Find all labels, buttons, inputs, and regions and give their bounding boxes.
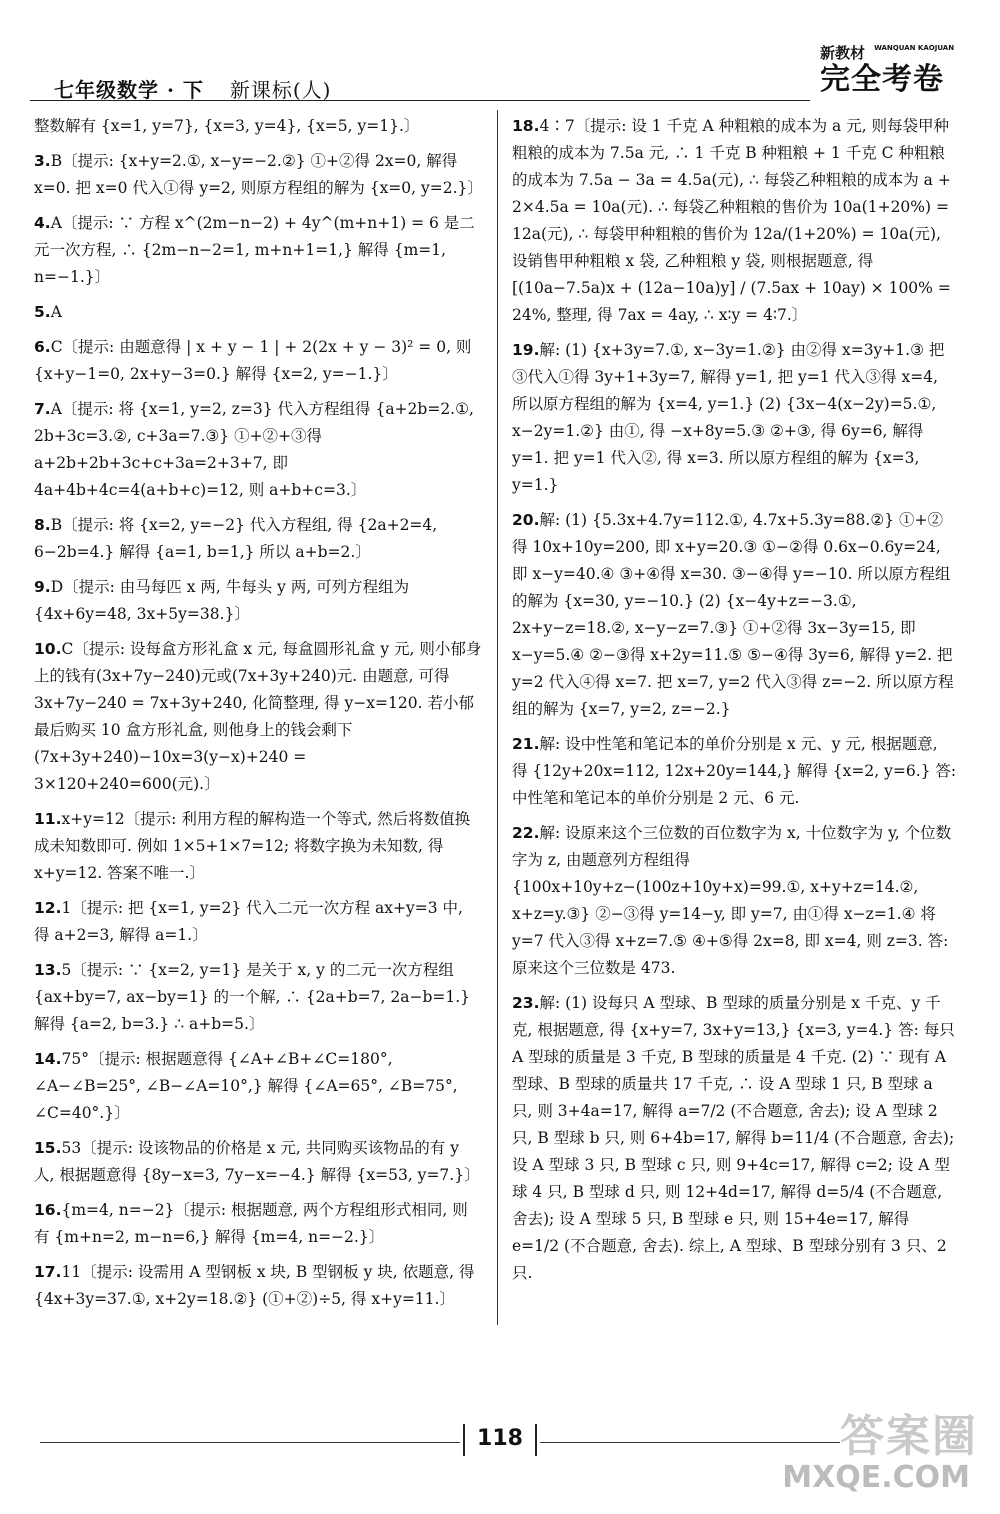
- footer-rule-right: [540, 1442, 840, 1444]
- answer-number: 20.: [512, 511, 540, 529]
- answer-item: [512, 820, 958, 982]
- answer-text: A〔提示: ∵ 方程 x^(2m−n−2) + 4y^(m+n+1) = 6 是二元一次方程, ∴ {2m−n−2=1, m+n+1=1,} 解得 {m=1, n=−1.}〕: [34, 214, 475, 286]
- answer-text: 解: (1) 设每只 A 型球、B 型球的质量分别是 x 千克、y 千克, 根据题意, 得 {x+y=7, 3x+y=13,} {x=3, y=4.} 答: 每只 A 型球的质量是 3 千克, B 型球的质量是 4 千克. (2) ∵ 现有 A 型球、B 型球的质量共 17 千克, ∴ 设 A 型球 1 只, B 型球 a 只, 则 3+4a=17, 解得 a=7/2 (不合题意, 舍去); 设 A 型球 2 只, B 型球 b 只, 则 6+4b=17, 解得 b=11/4 (不合题意, 舍去); 设 A 型球 3 只, B 型球 c 只, 则 9+4c=17, 解得 c=2; 设 A 型球 4 只, B 型球 d 只, 则 12+4d=17, 解得 d=5/4 (不合题意, 舍去); 设 A 型球 5 只, B 型球 e 只, 则 15+4e=17, 解得 e=1/2 (不合题意, 舍去). 综上, A 型球、B 型球分别有 3 只、2 只.: [512, 994, 955, 1282]
- book-title: [54, 74, 331, 103]
- answer-number: 7.: [34, 400, 51, 418]
- answer-text: B〔提示: {x+y=2.①, x−y=−2.②} ①+②得 2x=0, 解得 x=0. 把 x=0 代入①得 y=2, 则原方程组的解为 {x=0, y=2.}〕: [34, 152, 483, 197]
- answer-item: [34, 512, 482, 566]
- brand-logo: [820, 42, 960, 97]
- answer-number: 12.: [34, 899, 62, 917]
- answer-text: 53〔提示: 设该物品的价格是 x 元, 共同购买该物品的有 y 人, 根据题意得 {8y−x=3, 7y−x=−4.} 解得 {x=53, y=7.}〕: [34, 1139, 480, 1184]
- answer-number: 16.: [34, 1201, 62, 1219]
- answer-number: 13.: [34, 961, 62, 979]
- answer-text: A〔提示: 将 {x=1, y=2, z=3} 代入方程组得 {a+2b=2.①, 2b+3c=3.②, c+3a=7.③} ①+②+③得 a+2b+2b+3c+c+3a=2+3+7, 即 4a+4b+4c=4(a+b+c)=12, 则 a+b+c=3.〕: [34, 400, 474, 499]
- footer-bar-left: [463, 1424, 465, 1456]
- footer-bar-right: [535, 1424, 537, 1456]
- answer-number: 23.: [512, 994, 540, 1012]
- answer-text: 4∶7〔提示: 设 1 千克 A 种粗粮的成本为 a 元, 则每袋甲种粗粮的成本为 7.5a 元, ∴ 1 千克 B 种粗粮 + 1 千克 C 种粗粮的成本为 7.5a − 3a = 4.5a(元), ∴ 每袋乙种粗粮的成本为 a + 2×4.5a = 10a(元). ∴ 每袋乙种粗粮的售价为 10a(1+20%) = 12a(元), ∴ 每袋甲种粗粮的售价为 12a/(1+20%) = 10a(元), 设销售甲种粗粮 x 袋, 乙种粗粮 y 袋, 则根据题意, 得 [(10a−7.5a)x + (12a−10a)y] / (7.5ax + 10ay) × 100% = 24%, 整理, 得 7ax = 4ay, ∴ x∶y = 4∶7.〕: [512, 117, 951, 324]
- book-edition: 新课标(人): [229, 78, 332, 102]
- answer-item: [34, 1046, 482, 1127]
- answer-text: 11〔提示: 设需用 A 型钢板 x 块, B 型钢板 y 块, 依题意, 得 {4x+3y=37.①, x+2y=18.②} (①+②)÷5, 得 x+y=11.〕: [34, 1263, 475, 1308]
- answer-item: [34, 806, 482, 887]
- answer-text: C〔提示: 设每盒方形礼盒 x 元, 每盒圆形礼盒 y 元, 则小郁身上的钱有(3x+7y−240)元或(7x+3y+240)元. 由题意, 可得 3x+7y−240 = 7x+3y+240, 化简整理, 得 y−x=120. 若小郁最后购买 10 盒方形礼盒, 则他身上的钱会剩下(7x+3y+240)−10x=3(y−x)+240 = 3×120+240=600(元).〕: [34, 640, 482, 793]
- answer-text: A: [50, 303, 62, 321]
- answer-number: 9.: [34, 578, 51, 596]
- answer-item: [512, 113, 958, 329]
- answer-number: 21.: [512, 735, 540, 753]
- brand-english: WANQUAN KAOJUAN: [874, 44, 955, 52]
- answer-item: [34, 396, 482, 504]
- answer-number: 8.: [34, 516, 51, 534]
- answer-item: [512, 990, 958, 1287]
- answer-item: [34, 334, 482, 388]
- watermark-logo: 答案圈: [840, 1411, 978, 1462]
- answer-number: 3.: [34, 152, 51, 170]
- answer-text: C〔提示: 由题意得 | x + y − 1 | + 2(2x + y − 3)² = 0, 则 {x+y−1=0, 2x+y−3=0.} 解得 {x=2, y=−1.}〕: [34, 338, 472, 383]
- answer-text: D〔提示: 由马每匹 x 两, 牛每头 y 两, 可列方程组为 {4x+6y=48, 3x+5y=38.}〕: [34, 578, 410, 623]
- answer-item: [34, 574, 482, 628]
- answer-number: 14.: [34, 1050, 62, 1068]
- answer-item: [34, 148, 482, 202]
- watermark-url: MXQE.COM: [782, 1460, 970, 1495]
- answer-item: [34, 895, 482, 949]
- answer-item: [512, 507, 958, 723]
- answer-text: 1〔提示: 把 {x=1, y=2} 代入二元一次方程 ax+y=3 中, 得 a+2=3, 解得 a=1.〕: [34, 899, 463, 944]
- answer-number: 6.: [34, 338, 51, 356]
- answer-text: 解: 设中性笔和笔记本的单价分别是 x 元、y 元, 根据题意, 得 {12y+20x=112, 12x+20y=144,} 解得 {x=2, y=6.} 答: 中性笔和笔记本的单价分别是 2 元、6 元.: [512, 735, 957, 807]
- column-divider: [497, 110, 498, 1325]
- answer-text: {m=4, n=−2}〔提示: 根据题意, 两个方程组形式相同, 则有 {m+n=2, m−n=6,} 解得 {m=4, n=−2.}〕: [34, 1201, 468, 1246]
- answer-number: 19.: [512, 341, 540, 359]
- answer-item: [34, 299, 482, 326]
- page-header: [30, 38, 960, 102]
- answer-item: [34, 113, 482, 140]
- answer-number: 18.: [512, 117, 540, 135]
- answer-number: 15.: [34, 1139, 62, 1157]
- right-column: [512, 113, 958, 1295]
- answer-number: 5.: [34, 303, 51, 321]
- answer-text: 整数解有 {x=1, y=7}, {x=3, y=4}, {x=5, y=1}.〕: [34, 117, 420, 135]
- answer-number: 4.: [34, 214, 51, 232]
- answer-number: 17.: [34, 1263, 62, 1281]
- brand-main-text: 完全考卷: [820, 62, 944, 97]
- answer-text: B〔提示: 将 {x=2, y=−2} 代入方程组, 得 {2a+2=4, 6−2b=4.} 解得 {a=1, b=1,} 所以 a+b=2.〕: [34, 516, 438, 561]
- brand-top-text: 新教材: [820, 44, 866, 62]
- answer-item: [512, 337, 958, 499]
- answer-number: 10.: [34, 640, 62, 658]
- answer-text: x+y=12〔提示: 利用方程的解构造一个等式, 然后将数值换成未知数即可. 例如 1×5+1×7=12; 将数字换为未知数, 得 x+y=12. 答案不唯一.〕: [34, 810, 471, 882]
- footer-rule-left: [40, 1442, 460, 1444]
- answer-item: [34, 636, 482, 798]
- answer-item: [512, 731, 958, 812]
- left-column: [34, 113, 482, 1321]
- answer-item: [34, 1135, 482, 1189]
- answer-text: 解: 设原来这个三位数的百位数字为 x, 十位数字为 y, 个位数字为 z, 由题意列方程组得 {100x+10y+z−(100z+10y+x)=99.①, x+y+z=14.②, x+z=y.③} ②−③得 y=14−y, 即 y=7, 由①得 x−z=1.④ 将 y=7 代入③得 x+z=7.⑤ ④+⑤得 2x=8, 即 x=4, 则 z=3. 答: 原来这个三位数是 473.: [512, 824, 952, 977]
- answer-number: 11.: [34, 810, 62, 828]
- answer-text: 5〔提示: ∵ {x=2, y=1} 是关于 x, y 的二元一次方程组 {ax+by=7, ax−by=1} 的一个解, ∴ {2a+b=7, 2a−b=1.} 解得 {a=2, b=3.} ∴ a+b=5.〕: [34, 961, 471, 1033]
- answer-text: 解: (1) {x+3y=7.①, x−3y=1.②} 由②得 x=3y+1.③ 把③代入①得 3y+1+3y=7, 解得 y=1, 把 y=1 代入③得 x=4, 所以原方程组的解为 {x=4, y=1.} (2) {3x−4(x−2y)=5.①, x−2y=1.②} 由①, 得 −x+8y=5.③ ②+③, 得 6y=6, 解得 y=1. 把 y=1 代入②, 得 x=3. 所以原方程组的解为 {x=3, y=1.}: [512, 341, 945, 494]
- header-rule: [30, 100, 810, 101]
- book-grade-title: 七年级数学 · 下: [54, 78, 204, 102]
- answer-item: [34, 1197, 482, 1251]
- answer-text: 75°〔提示: 根据题意得 {∠A+∠B+∠C=180°, ∠A−∠B=25°, ∠B−∠A=10°,} 解得 {∠A=65°, ∠B=75°, ∠C=40°.}〕: [34, 1050, 458, 1122]
- answer-item: [34, 210, 482, 291]
- answer-item: [34, 1259, 482, 1313]
- page-number: 118: [477, 1426, 523, 1451]
- answer-number: 22.: [512, 824, 540, 842]
- answer-text: 解: (1) {5.3x+4.7y=112.①, 4.7x+5.3y=88.②} ①+②得 10x+10y=200, 即 x+y=20.③ ①−②得 0.6x−0.6y=24, 即 x−y=40.④ ③+④得 x=30. ③−④得 y=−10. 所以原方程组的解为 {x=30, y=−10.} (2) {x−4y+z=−3.①, 2x+y−z=18.②, x−y−z=7.③} ①+②得 3x−3y=15, 即 x−y=5.④ ②−③得 x+2y=11.⑤ ⑤−④得 3y=6, 解得 y=2. 把 y=2 代入④得 x=7. 把 x=7, y=2 代入③得 z=−2. 所以原方程组的解为 {x=7, y=2, z=−2.}: [512, 511, 954, 718]
- answer-item: [34, 957, 482, 1038]
